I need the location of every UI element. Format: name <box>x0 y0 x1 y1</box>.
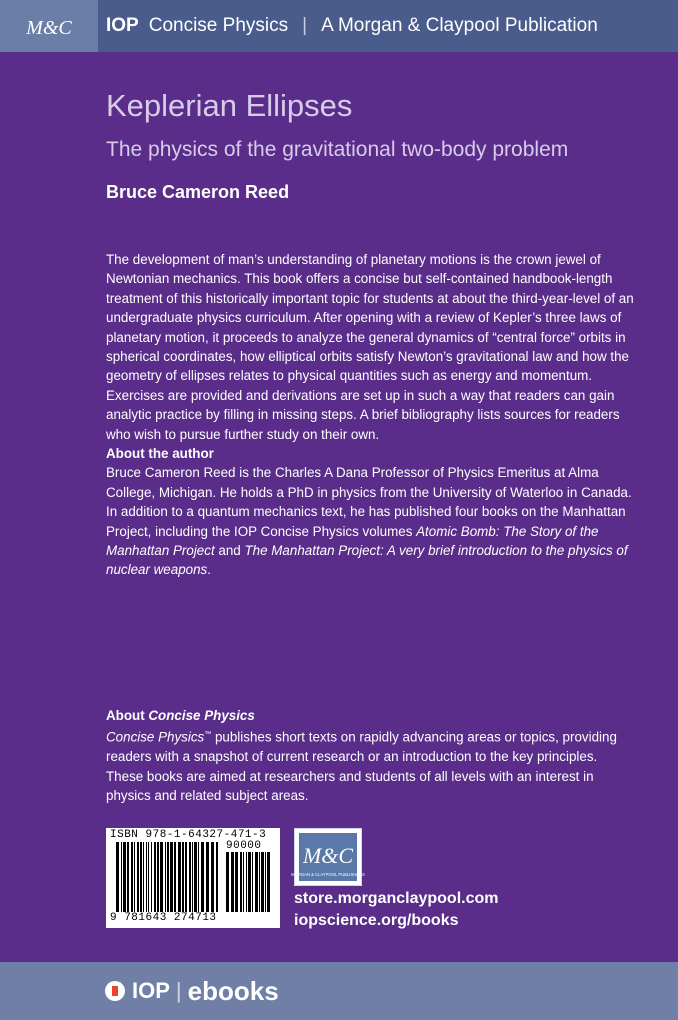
series-name: Concise Physics <box>148 15 289 36</box>
barcode-bar <box>231 852 234 912</box>
about-series-heading-italic: Concise Physics <box>148 708 255 723</box>
barcode-bar <box>252 852 253 912</box>
store-links <box>294 888 499 932</box>
barcode-bar <box>134 842 135 912</box>
barcode-bar <box>185 842 187 912</box>
barcode-bar <box>121 842 122 912</box>
about-series-section <box>106 706 634 806</box>
footer-iop: IOP <box>132 978 170 1003</box>
iop-ebooks-logo <box>104 976 279 1006</box>
footer-ebooks: ebooks <box>187 975 279 1006</box>
isbn-barcode <box>106 828 280 928</box>
book-author: Bruce Cameron Reed <box>106 182 290 202</box>
about-author-text: Bruce Cameron Reed is the Charles A Dana Professor of Physics Emeritus at Alma College, Michigan. He holds a PhD in physics from the University of Waterloo in Canada. In addition to a quantum mechanics text, he has published four books on the Manhattan Project, including the IOP Concise Physics volumes <box>106 465 632 539</box>
barcode-bar <box>192 842 193 912</box>
store-link[interactable]: store.morganclaypool.com <box>294 890 499 907</box>
book-description: The development of man’s understanding of planetary motions is the crown jewel of Newtonian mechanics. This book offers a concise but self-contained handbook-length treatment of this historically important topic for students at about the third-year-level of an undergraduate physics curriculum. After opening with a review of Kepler’s three laws of planetary motion, it proceeds to analyze the general dynamics of “central force” orbits in spherical coordinates, how elliptical orbits satisfy Newton’s gravitational law and how the geometry of ellipses relates to physical quantities such as energy and momentum. Exercises are provided and derivations are set up in such a way that readers can gain analytic practice by filling in missing steps. A brief bibliography lists sources for readers who wish to pursue further study on their own. <box>106 252 634 442</box>
ean-digits: 9 781643 274713 <box>110 912 217 924</box>
barcode-bar <box>140 842 142 912</box>
about-series-text: publishes short texts on rapidly advancing areas or topics, providing readers with a snapshot of current research or an introduction to the key principles. These books are aimed at researchers and students of all levels with an interest in physics and related subject areas. <box>106 729 617 804</box>
barcode-bars-main <box>116 842 222 912</box>
barcode-bar <box>265 852 266 912</box>
barcode-bar <box>174 842 176 912</box>
barcode-bar <box>170 842 173 912</box>
publisher-logo <box>291 828 365 886</box>
barcode-bar <box>235 852 238 912</box>
iop-swirl-icon <box>104 980 126 1002</box>
barcode-bar <box>248 852 251 912</box>
barcode-bar <box>165 842 166 912</box>
barcode-bar <box>116 842 119 912</box>
barcode-bar <box>211 842 214 912</box>
barcode-bar <box>123 842 126 912</box>
barcode-bar <box>189 842 191 912</box>
barcode-bars-addon <box>226 852 274 912</box>
barcode-bar <box>243 852 244 912</box>
barcode-bar <box>198 842 199 912</box>
book-title: Keplerian Ellipses <box>106 88 353 123</box>
barcode-bar <box>246 852 247 912</box>
svg-text:M&C: M&C <box>26 17 72 39</box>
morgan-claypool-logo <box>0 0 98 52</box>
barcode-bar <box>157 842 159 912</box>
about-author-section <box>106 444 634 580</box>
series-header-bar <box>0 0 678 52</box>
barcode-bar <box>137 842 139 912</box>
iopscience-link[interactable]: iopscience.org/books <box>294 912 459 929</box>
barcode-bar <box>160 842 163 912</box>
barcode-bar <box>127 842 129 912</box>
barcode-bar <box>255 852 258 912</box>
about-series-heading <box>106 706 634 725</box>
isbn-label: ISBN 978-1-64327-471-3 <box>110 829 267 841</box>
barcode-bar <box>194 842 197 912</box>
barcode-bar <box>146 842 147 912</box>
barcode-bar <box>267 852 270 912</box>
about-author-heading: About the author <box>106 446 214 461</box>
barcode-bar <box>143 842 144 912</box>
mc-monogram-icon <box>291 833 365 881</box>
svg-text:MORGAN & CLAYPOOL PUBLISHERS: MORGAN & CLAYPOOL PUBLISHERS <box>291 872 365 877</box>
about-author-book2: The Manhattan Project: A very brief introduction to the physics of nuclear weapons <box>106 543 628 578</box>
about-series-name: Concise Physics <box>106 729 205 745</box>
publisher-logo-field <box>291 833 365 881</box>
barcode-bar <box>206 842 209 912</box>
series-separator: | <box>302 15 308 36</box>
barcode-bar <box>259 852 260 912</box>
publisher-name: A Morgan & Claypool Publication <box>321 15 598 36</box>
barcode-bar <box>240 852 242 912</box>
barcode-bar <box>226 852 229 912</box>
footer-bar <box>0 962 678 1020</box>
about-author-end: . <box>207 562 211 578</box>
barcode-bar <box>216 842 218 912</box>
barcode-bar <box>131 842 133 912</box>
barcode-bar <box>178 842 181 912</box>
about-series-heading-plain: About <box>106 708 149 723</box>
barcode-bar <box>167 842 169 912</box>
price-code: 90000 <box>226 840 262 852</box>
about-author-conj: and <box>214 543 245 559</box>
series-line <box>106 0 598 52</box>
about-author-book1: Atomic Bomb: The Story of the Manhattan Project <box>106 523 599 559</box>
barcode-bar <box>151 842 152 912</box>
barcode-bar <box>261 852 264 912</box>
svg-text:M&C: M&C <box>302 843 354 868</box>
mc-monogram-icon <box>26 9 72 43</box>
barcode-bar <box>182 842 184 912</box>
series-iop: IOP <box>106 15 139 36</box>
barcode-bar <box>154 842 156 912</box>
trademark-mark: ™ <box>204 731 212 739</box>
footer-separator: | <box>175 978 182 1003</box>
barcode-bar <box>201 842 204 912</box>
barcode-bar <box>148 842 149 912</box>
book-subtitle: The physics of the gravitational two-body problem <box>106 138 569 161</box>
